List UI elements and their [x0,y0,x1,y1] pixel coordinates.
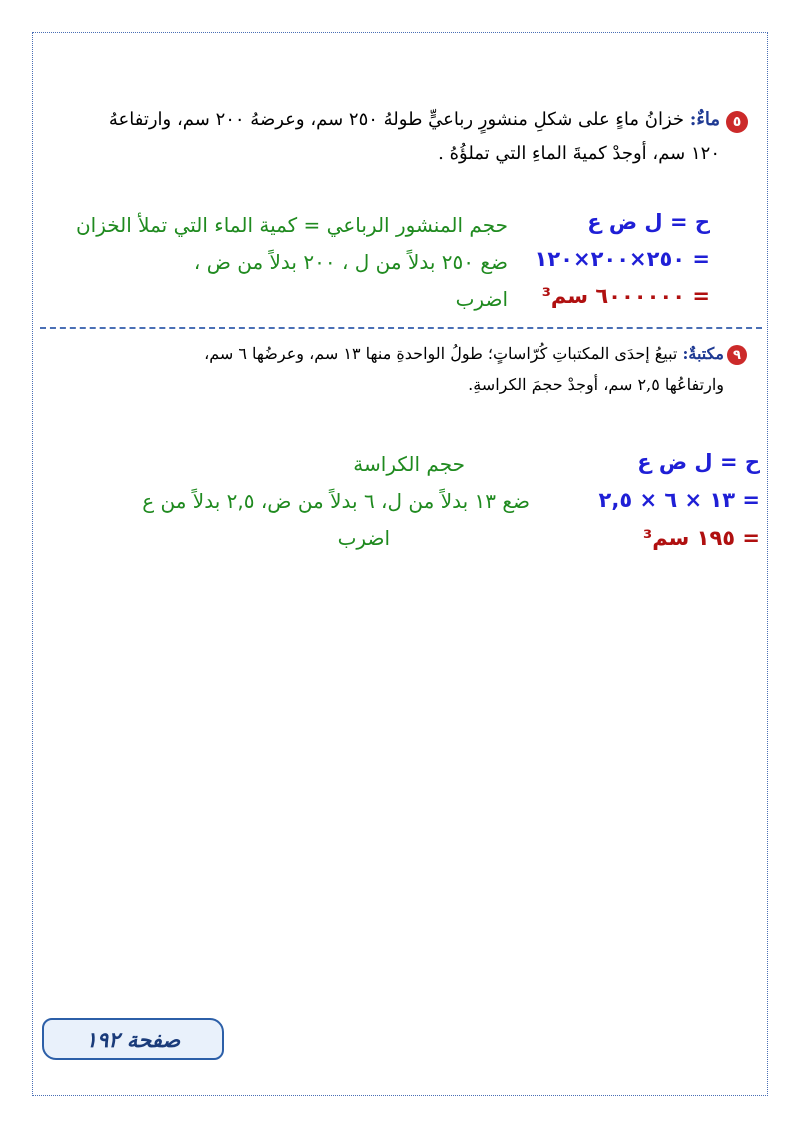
solution-9-formula: ح = ل ض ع [637,450,760,474]
section-divider [40,327,762,329]
solution-9-result: = ١٩٥ سم³ [642,526,760,550]
page-number-box [42,1018,224,1060]
solution-5-substitution: = ٢٥٠×٢٠٠×١٢٠ [534,247,710,271]
page-number: صفحة ١٩٢ [85,1026,181,1052]
problem-5-number-badge: ٥ [726,111,748,133]
solution-5-formula: ح = ل ض ع [587,210,710,234]
solution-5-result: = ٦٠٠٠٠٠٠ سم³ [541,284,710,308]
problem-5-line-1-text: خزانُ ماءٍ على شكلِ منشورٍ رباعيٍّ طولهُ ٢٥٠ سم، وعرضهُ ٢٠٠ سم، وارتفاعهُ [108,109,685,130]
problem-9-line-1 [204,344,724,363]
solution-9-note-3: اضرب [337,526,390,550]
problem-5-line-2: ١٢٠ سم، أوجدْ كميةَ الماءِ التي تملؤُهُ . [438,143,720,164]
solution-5-note-3: اضرب [455,287,508,311]
solution-9-note-1: حجم الكراسة [353,452,465,476]
solution-9-substitution: = ١٣ × ٦ × ٢,٥ [598,488,760,512]
page-frame [32,32,768,1096]
solution-5-note-1: حجم المنشور الرباعي = كمية الماء التي تملأ الخزان [75,213,508,237]
problem-9-line-1-text: تبيعُ إحدَى المكتباتِ كُرّاساتٍ؛ طولُ الواحدةِ منها ١٣ سم، وعرضُها ٦ سم، [204,344,678,363]
problem-5-label: ماءٌ: [689,109,720,130]
solution-5-note-2: ضع ٢٥٠ بدلاً من ل ، ٢٠٠ بدلاً من ض ، [193,250,508,274]
problem-9-number-badge: ٩ [727,345,747,365]
problem-9-label: مكتبةٌ: [682,344,724,363]
problem-5-line-1 [109,109,720,130]
solution-9-note-2: ضع ١٣ بدلاً من ل، ٦ بدلاً من ض، ٢,٥ بدلاً من ع [142,489,530,513]
problem-9-line-2: وارتفاعُها ٢,٥ سم، أوجدْ حجمَ الكراسةِ. [468,375,724,394]
